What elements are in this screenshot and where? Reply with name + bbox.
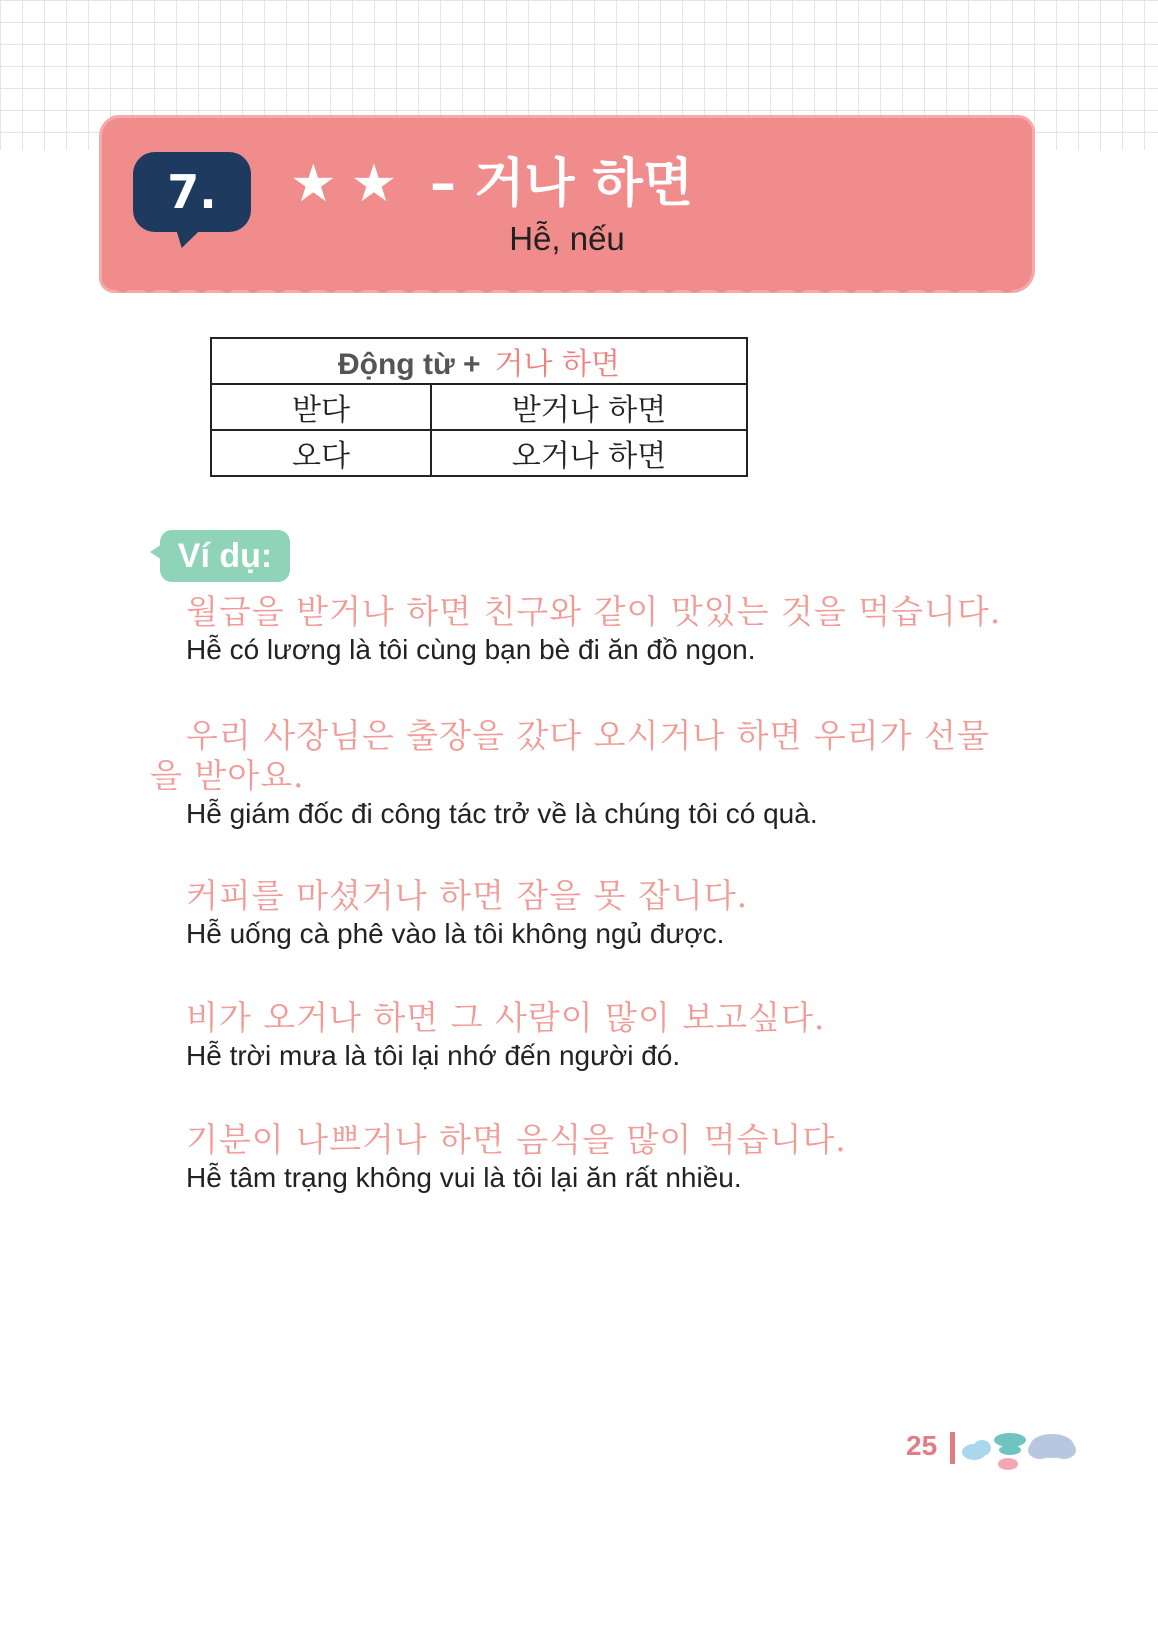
example-vietnamese: Hễ có lương là tôi cùng bạn bè đi ăn đồ ngon.	[186, 634, 756, 665]
example-vietnamese: Hễ uống cà phê vào là tôi không ngủ được.	[186, 918, 725, 949]
conjugation-header	[211, 338, 747, 384]
examples-label: Ví dụ:	[177, 536, 273, 575]
example-item	[0, 876, 1158, 952]
base-verb-cell: 받다	[211, 384, 431, 430]
example-korean: 월급을 받거나 하면 친구와 같이 맛있는 것을 먹습니다.	[186, 592, 1002, 631]
examples-label-tag	[160, 530, 290, 582]
base-verb-cell: 오다	[211, 430, 431, 476]
conjugation-header-row	[211, 338, 747, 384]
cloud-decoration-icon	[960, 1430, 1080, 1474]
lesson-title: – 거나 하면	[430, 154, 694, 214]
header-suffix: 거나 하면	[494, 347, 620, 382]
page-divider	[950, 1432, 955, 1464]
page-number: 25	[906, 1430, 938, 1461]
example-korean: 비가 오거나 하면 그 사람이 많이 보고싶다.	[186, 998, 826, 1037]
difficulty-stars-icon: ★★	[290, 154, 412, 214]
example-korean-continued: 을 받아요.	[150, 756, 305, 795]
example-vietnamese: Hễ giám đốc đi công tác trở về là chúng tôi có quà.	[186, 798, 818, 829]
example-item	[0, 1120, 1158, 1196]
conjugated-cell: 받거나 하면	[431, 384, 747, 430]
example-korean: 우리 사장님은 출장을 갔다 오시거나 하면 우리가 선물	[186, 716, 990, 755]
example-vietnamese: Hễ trời mưa là tôi lại nhớ đến người đó.	[186, 1040, 681, 1071]
table-row	[211, 430, 747, 476]
conjugated-cell: 오거나 하면	[431, 430, 747, 476]
table-row	[211, 384, 747, 430]
example-korean: 기분이 나쁘거나 하면 음식을 많이 먹습니다.	[186, 1120, 847, 1159]
example-item	[0, 998, 1158, 1074]
example-item	[0, 592, 1158, 668]
example-korean: 커피를 마셨거나 하면 잠을 못 잡니다.	[186, 876, 749, 915]
banner-edge-bottom	[112, 284, 1024, 296]
lesson-subtitle: Hễ, nếu	[509, 220, 625, 257]
example-item	[0, 716, 1158, 832]
example-vietnamese: Hễ tâm trạng không vui là tôi lại ăn rất nhiều.	[186, 1162, 742, 1193]
lesson-number: 7.	[167, 165, 217, 219]
header-verb-label: Động từ +	[337, 348, 481, 381]
conjugation-table	[210, 337, 748, 477]
